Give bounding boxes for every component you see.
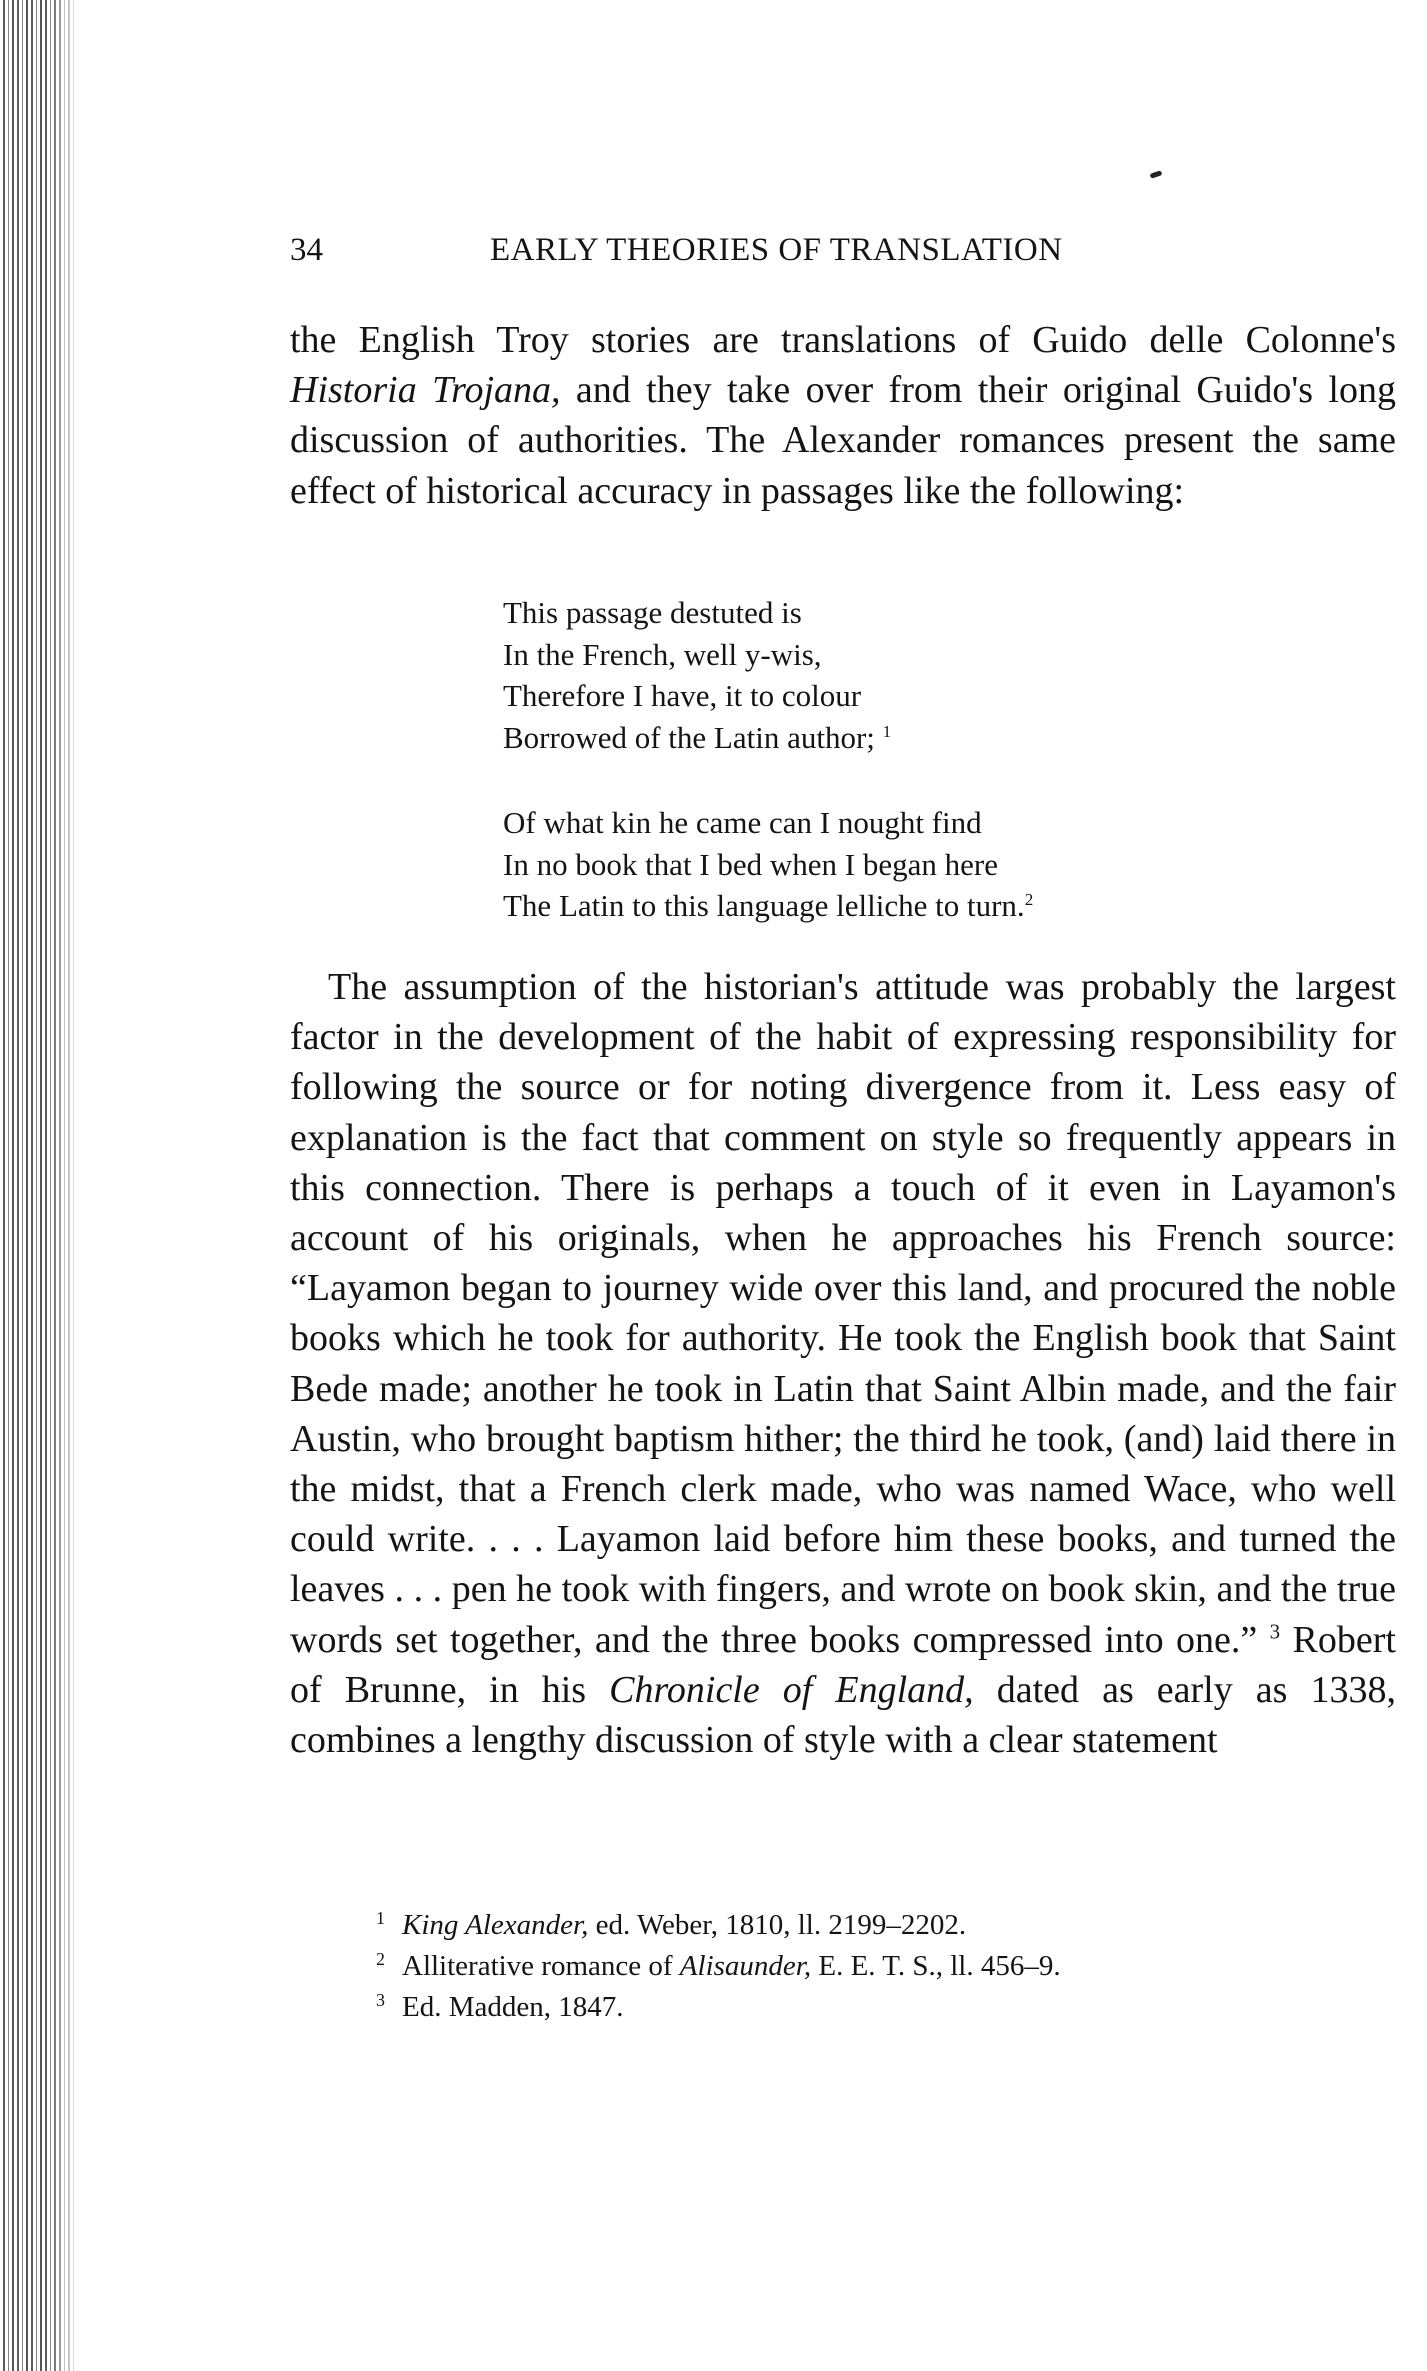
footnote-text: Ed. Madden, 1847. [402, 1991, 624, 2023]
paragraph-1-text-b: and they take over from their original Guido's long discussion of authorities. The Alexander romances present the same effect of historical accuracy in passages like the following: [290, 369, 1396, 512]
verse-quote-2 [503, 802, 1303, 927]
footnote-prefix: Alliterative romance of [402, 1950, 680, 1982]
verse-line: In no book that I bed when I began here [503, 846, 998, 882]
paragraph-2-text-b: Robert of Brunne, in his [290, 1618, 1396, 1711]
running-head: EARLY THEORIES OF TRANSLATION [490, 232, 1063, 268]
paragraph-1-text-a: the English Troy stories are translations of Guido delle Colonne's [290, 319, 1396, 361]
footnote-title: Alisaunder, [679, 1950, 812, 1982]
footnotes [376, 1905, 1376, 2028]
page-number: 34 [290, 232, 323, 268]
verse-line-with-note [503, 885, 1303, 927]
footnote-text: E. E. T. S., ll. 456–9. [811, 1950, 1061, 1982]
paragraph-1-title: Historia Trojana, [290, 369, 561, 412]
verse-line: Of what kin he came can I nought find [503, 805, 982, 840]
verse-line-text: Borrowed of the Latin author; [503, 719, 875, 755]
verse-line: In the French, well y-wis, [503, 636, 822, 672]
paragraph-2-text-a: The assumption of the historian's attitude was probably the largest factor in the development of the habit of expressing responsibility for following the source or for noting divergence from it. Less easy of explanation is the fact that comment on style so frequently appears in this connection. There is perhaps a touch of it even in Layamon's account of his originals, when he approaches his French source: “Layamon began to journey wide over this land, and procured the noble books which he took for authority. He took the English book that Saint Bede made; another he took in Latin that Saint Albin made, and the fair Austin, who brought baptism hither; the third he took, (and) laid there in the midst, that a French clerk made, who was named Wace, who well could write. . . . Layamon laid before him these books, and turned the leaves . . . pen he took with fingers, and wrote on book skin, and the true words set together, and the three books compressed into one.” [290, 966, 1396, 1661]
footnote-1: $^1$ King Alexander, ed. Weber, 1810, ll. 2199–2202. [376, 1908, 967, 1941]
footnote-3: $^3$ Ed. Madden, 1847. [376, 1990, 624, 2023]
verse-line-text: The Latin to this language lelliche to turn. [503, 888, 1025, 923]
verse-line: Therefore I have, it to colour [503, 678, 862, 713]
paragraph-2 [290, 962, 1396, 1765]
footnote-text: ed. Weber, 1810, ll. 2199–2202. [588, 1909, 967, 1941]
paragraph-2-title: Chronicle of England, [609, 1668, 974, 1711]
page-header [290, 232, 1290, 282]
footnote-reference-2[interactable]: 2 [1024, 889, 1034, 909]
footnote-2: $^2$ Alliterative romance of Alisaunder, E. E. T. S., ll. 456–9. [376, 1949, 1061, 1982]
paragraph-2-text-c: dated as early as 1338, combines a lengthy discussion of style with a clear statement [290, 1668, 1396, 1762]
verse-line: This passage destuted is [503, 595, 802, 630]
footnote-title: King Alexander, [402, 1909, 589, 1941]
verse-line-with-note [503, 717, 1303, 759]
footnote-reference-1[interactable]: 1 [882, 721, 892, 741]
ink-speck [1150, 170, 1163, 178]
paragraph-1 [290, 315, 1396, 516]
footnote-reference-3[interactable]: 3 [1269, 1619, 1281, 1644]
verse-quote-1 [503, 592, 1303, 758]
binding-shadow [0, 0, 80, 2371]
